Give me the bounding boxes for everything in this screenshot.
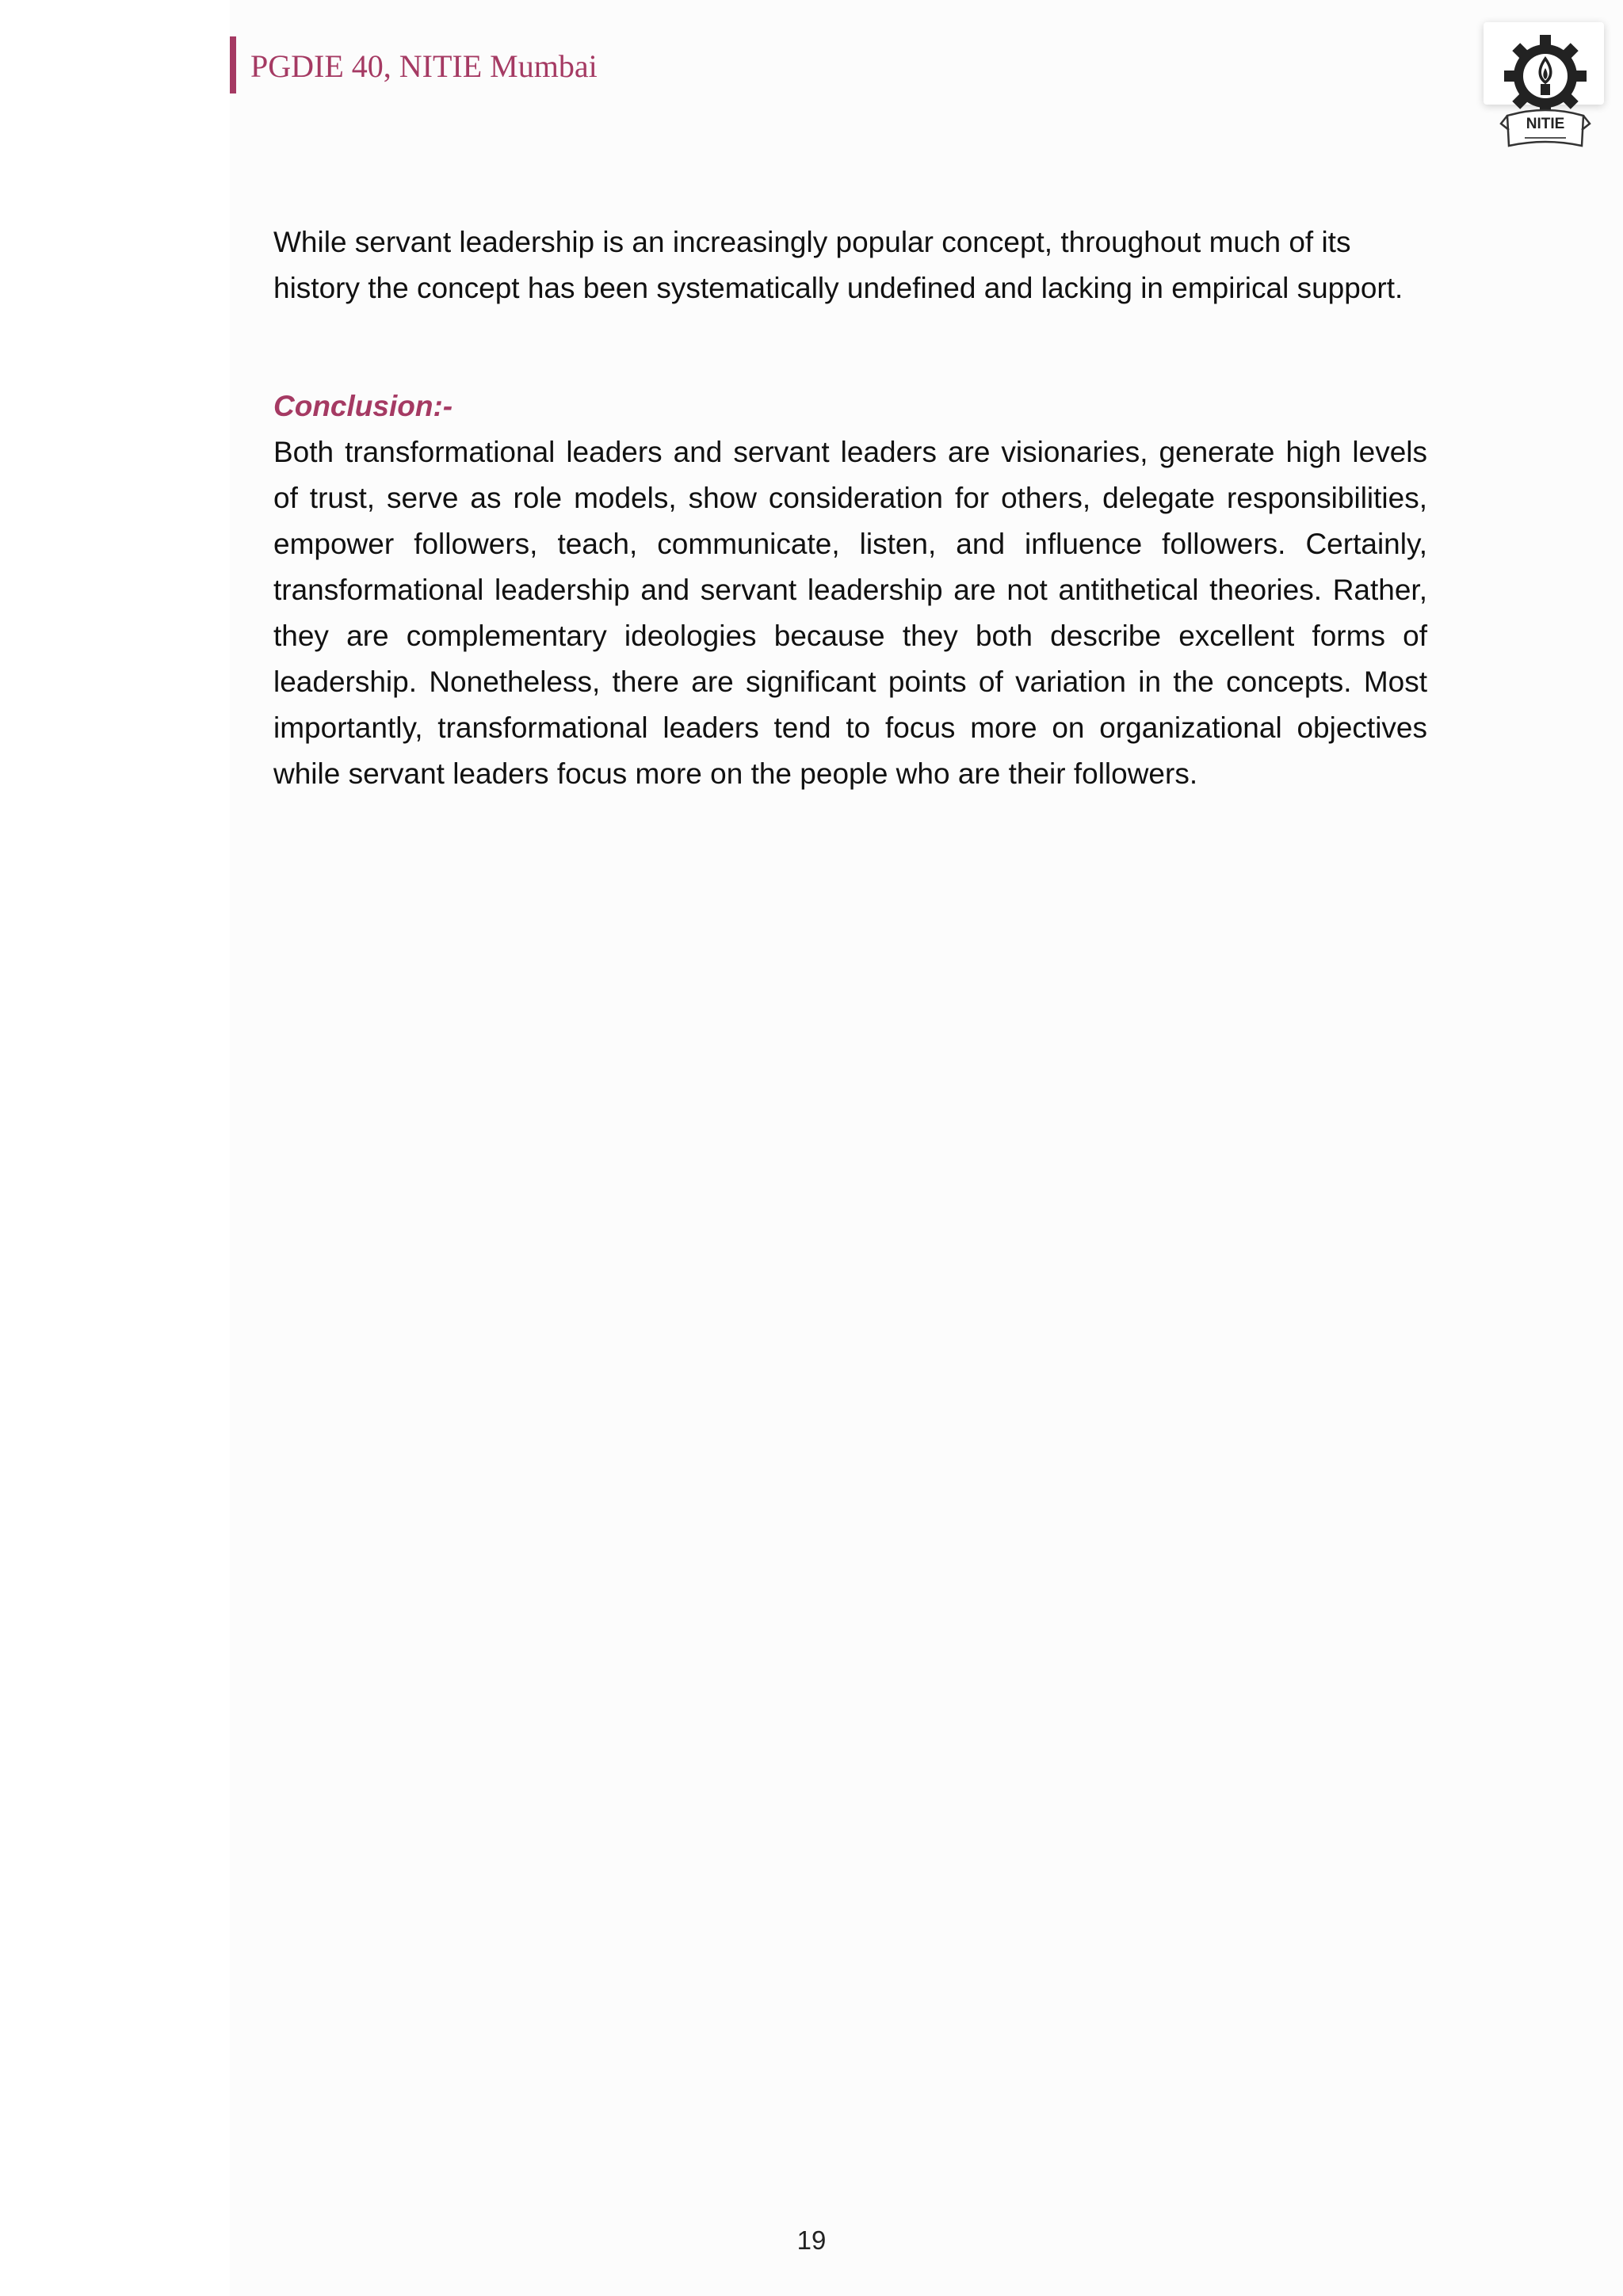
nitie-logo bbox=[1499, 27, 1591, 162]
header-title: PGDIE 40, NITIE Mumbai bbox=[250, 48, 598, 84]
paragraph-conclusion: Both transformational leaders and servant leaders are visionaries, generate high levels of trust, serve as role models, show consideration for others, delegate responsibilities, empower followers, teach, communicate, listen, and influence followers. Certainly, transformational leadership and servant leadership are not antithetical theories. Rather, they are complementary ideologies because they both describe excellent forms of leadership. Nonetheless, there are significant points of variation in the concepts. Most importantly, transformational leaders tend to focus more on organizational objectives while servant leaders focus more on the people who are their followers. bbox=[273, 436, 1427, 790]
conclusion-heading: Conclusion:- bbox=[273, 390, 453, 422]
page-number: 19 bbox=[796, 2225, 827, 2255]
header-accent-bar bbox=[230, 36, 236, 93]
ribbon-banner bbox=[1501, 110, 1590, 146]
page-background bbox=[230, 0, 1623, 2296]
gear-icon bbox=[1504, 35, 1587, 117]
paragraph-servant-leadership: While servant leadership is an increasingly popular concept, throughout much of its history the concept has been systematically undefined and lacking in empirical support. bbox=[273, 226, 1403, 304]
svg-text:NITIE: NITIE bbox=[1526, 116, 1565, 132]
